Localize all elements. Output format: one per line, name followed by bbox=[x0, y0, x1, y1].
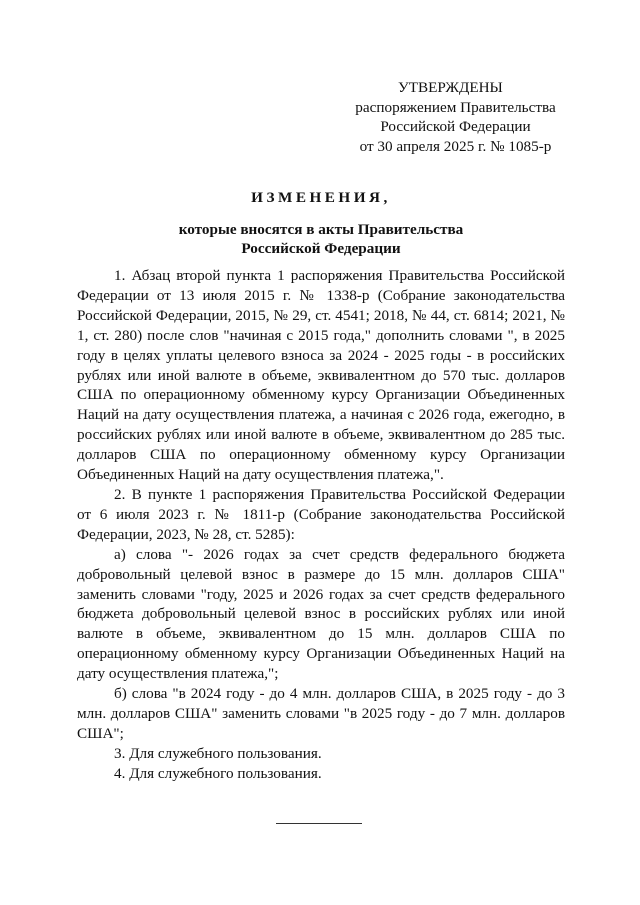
paragraph-2: 2. В пункте 1 распоряжения Правительства Российской Федерации от 6 июля 2023 г. № 1811-р (Собрание законодательства Российской Федерации, 2023, № 28, ст. 5285): bbox=[77, 485, 565, 543]
document-subtitle-line-1: которые вносятся в акты Правительства bbox=[178, 221, 464, 238]
paragraph-4: 4. Для служебного пользования. bbox=[114, 764, 322, 782]
document-body bbox=[77, 266, 565, 784]
document-subtitle-line-2: Российской Федерации bbox=[241, 240, 401, 257]
paragraph-1: 1. Абзац второй пункта 1 распоряжения Правительства Российской Федерации от 13 июля 2015 г. № 1338-р (Собрание законодательства Российской Федерации, 2015, № 29, ст. 4541; 2018, № 44, ст. 6814; 2021, № 1, ст. 280) после слов "начиная с 2015 года," дополнить словами ", в 2025 году в целях уплаты целевого взноса за 2024 - 2025 годы - в российских рублях или иной валюте в объеме, эквивалентном до 570 тыс. долларов США по операционному обменному курсу Организации Объединенных Наций на дату осуществления платежа, а начиная с 2026 года, ежегодно, в российских рублях или иной валюте в объеме, эквивалентном до 285 тыс. долларов США по операционному обменному курсу Организации Объединенных Наций на дату осуществления платежа,". bbox=[77, 267, 565, 484]
approval-stamp bbox=[348, 78, 563, 156]
approval-heading: УТВЕРЖДЕНЫ bbox=[398, 79, 503, 96]
paragraph-2b: б) слова "в 2024 году - до 4 млн. долларов США, в 2025 году - до 3 млн. долларов США" заменить словами "в 2025 году - до 7 млн. долларов США"; bbox=[77, 685, 565, 742]
document-title-main: ИЗМЕНЕНИЯ, bbox=[251, 189, 391, 206]
document-title bbox=[77, 188, 565, 258]
end-divider bbox=[276, 823, 362, 824]
approval-line-1: распоряжением Правительства bbox=[355, 98, 556, 116]
approval-line-2: Российской Федерации bbox=[380, 118, 531, 135]
approval-line-3: от 30 апреля 2025 г. № 1085-р bbox=[359, 137, 552, 155]
paragraph-2a: а) слова "- 2026 годах за счет средств федерального бюджета добровольный целевой взнос в размере до 15 млн. долларов США" заменить словами "году, 2025 и 2026 годах за счет средств федерального бюджета добровольный целевой взнос в российских рублях или иной валюте в объеме, эквивалентном до 15 млн. долларов США по операционному обменному курсу Организации Объединенных Наций на дату осуществления платежа,"; bbox=[77, 545, 565, 683]
paragraph-3: 3. Для служебного пользования. bbox=[114, 744, 322, 762]
